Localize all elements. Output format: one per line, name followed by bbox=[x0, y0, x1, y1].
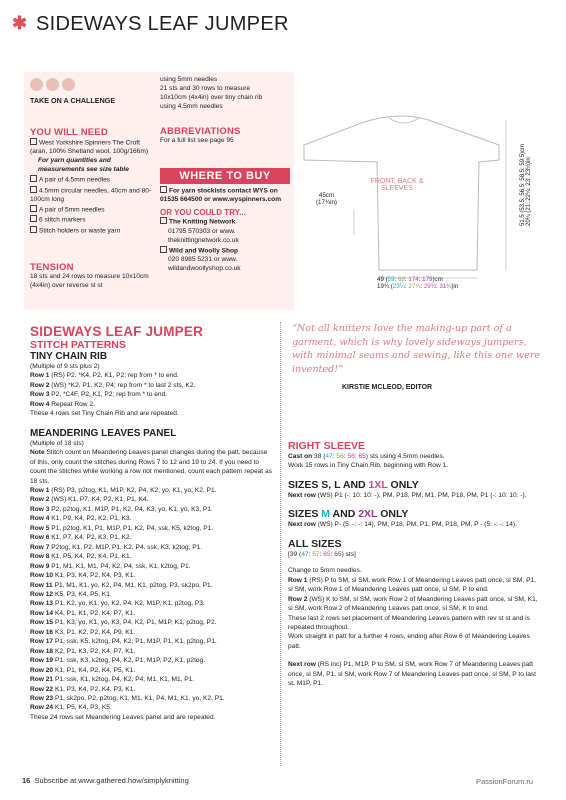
right-sleeve: RIGHT SLEEVE Cast on 38 (47: 56: 56: 65) sts using 4.5mm needles. Work 15 rows in Tiny Chain Rib, beginning with Row 1. SIZES S, L AND 1XL ONLY Next row (WS) P1 (-: 10: 10: -), PM, P18, PM, M1, PM, P18, PM, P1 (-: 10: 10: -). SIZES M AND 2XL ONLY Next row (WS) P- (5: -: -: 14), PM, P18, PM, P1, PM, P18, PM, P - (5: -: -: 14). ALL SIZES [39 (47: 57: 65: 65) sts] Change to 5mm needles. Row 1 (RS) P to SM, sl SM, work Row 1 of Meandering Leaves patt once, sl SM, P1, sl SM, work Row 1 of Meandering Leaves patt once, sl SM, P to end. Row 2 (WS) K to SM, sl SM, work Row 2 of Meandering Leaves patt once, sl SM, K1, sl SM, work Row 2 of Meandering Leaves patt once, sl SM, K to end. These last 2 rows set placement of Meandering Leaves pattern with rev st st and is repeated throughout. Work straight in patt for a further 4 rows, ending after Row 6 of Meandering Leaves patt. Next row (RS inc) P1, M1P, P to SM, sl SM, work Row 7 of Meandering Leaves patt once, sl SM, P1, sl SM, work Row 7 of Meandering Leaves patt once, sl SM, P to last st, M1P, P1. bbox=[288, 440, 538, 688]
list-item: Row 3 P2, *C4F, P2, K1, P2; rep from * to end. bbox=[30, 391, 168, 399]
checkbox-icon bbox=[30, 175, 37, 182]
abbreviations: ABBREVIATIONS For a full list see page 95 bbox=[160, 126, 241, 144]
checkbox-icon bbox=[30, 186, 37, 193]
checkbox-icon bbox=[30, 138, 37, 145]
page-title: SIDEWAYS LEAF JUMPER bbox=[36, 13, 289, 35]
schematic-side: 45cm (17¾in) bbox=[316, 192, 337, 206]
pattern-row: Row 6 K1, P7, K4, P2, K3, P1, K2. bbox=[30, 534, 132, 542]
checkbox-icon bbox=[30, 205, 37, 212]
pattern-row: Row 16 K3, P1, K2, P2, K4, P9, K1. bbox=[30, 628, 136, 636]
list-item: Stitch holders or waste yarn bbox=[30, 226, 156, 236]
pattern-row: Row 7 P2tog, K1, P2, M1P, P1, K2, P4, ssk, K3, k2tog, P1. bbox=[30, 543, 203, 551]
pattern-row: Row 2 (WS) K1, P7, K4, P2, K1, P1, K4. bbox=[30, 496, 149, 504]
where-to-buy: WHERE TO BUY For yarn stockists contact WYS on 01535 664500 or www.wyspinners.com OR YOU COULD TRY... The Knitting Network 01795 570303 or www. theknittingnetwork.co.uk Wild and Woolly Shop 020 8985 5231 or www. wildandwoollyshop.co.uk bbox=[160, 168, 290, 274]
schematic-bottom: 49 (59: 69: 174: 179)cm 19¾ (23¼: 27¼: 29¾: 31¼)in bbox=[377, 276, 459, 290]
watermark: PassionForum.ru bbox=[476, 777, 534, 786]
list-item: Row 4 Repeat Row 2. bbox=[30, 400, 95, 408]
ball-icon bbox=[30, 78, 43, 91]
needles-info: using 5mm needles 21 sts and 30 rows to measure 10x10cm (4x4in) over tiny chain rib using 4.5mm needles bbox=[160, 76, 263, 110]
checkbox-icon bbox=[160, 186, 167, 193]
pattern-row: Row 23 P1, sk2po, P2, p2tog, K1, M1, K1, P4, M1, K1, yo, K2, P1. bbox=[30, 694, 225, 702]
checkbox-icon bbox=[30, 215, 37, 222]
schematic-label: FRONT, BACK & SLEEVES bbox=[370, 178, 424, 192]
pattern-row: Row 13 P1, K2, yo, K1, yo, K2, P4, K2, M1P, K1, p2tog, P3. bbox=[30, 600, 205, 608]
list-item: Row 1 (RS) P2. *K4, P2, K1, P2; rep from * to end. bbox=[30, 372, 179, 380]
quote-author: KIRSTIE MCLEOD, EDITOR bbox=[342, 384, 433, 391]
checkbox-icon bbox=[160, 246, 167, 253]
pattern-row: Row 11 P1, M1, K1, yo, K2, P4, M1, K1, p2tog, P3, sk2po, P1. bbox=[30, 581, 213, 589]
pattern-row: Row 10 K1, P3, K4, P2, K4, P3, K1. bbox=[30, 572, 136, 580]
pattern-row: Row 19 P1, ssk, K3, k2tog, P4, K2, P1, M1P, P2, K1, p2tog. bbox=[30, 657, 206, 665]
pattern-row: Row 1 (RS) P3, p2tog, K1, M1P, K2, P4, K2, yo, K1, yo, K2, P1. bbox=[30, 486, 217, 494]
stitch-patterns: SIDEWAYS LEAF JUMPER STITCH PATTERNS TINY CHAIN RIB (Multiple of 9 sts plus 2) Row 1 (RS) P2. *K4, P2, K1, P2; rep from * to end. Row 2 (WS) *K2, P1, K2, P4; rep from * to last 2 sts, K2. Row 3 P2, *C4F, P2, K1, P2; rep from * to end. Row 4 Repeat Row 2. These 4 rows set Tiny Chain Rib and are repeated. MEANDERING LEAVES PANEL (Multiple of 18 sts) Note Stitch count on Meandering Leaves panel changes during the patt, because of this, only count the stitches during Rows 7 to 12 and 19 to 24. If you need to count the stitches while working a row not mentioned, count each pattern repeat as 18 sts. Row 1 (RS) P3, p2tog, K1, M1P, K2, P4, K2, yo, K1, yo, K2, P1. Row 2 (WS) K1, P7, K4, P2, K1, P1, K4. Row 3 P2, p2tog, K1, M1P, P1, K2, P4, K3, yo, K1, yo, K3, P1. Row 4 K1, P9, K4, P2, K2, P1, K3. Row 5 P1, p2tog, K1, P1, M1P, P1, K2, P4, ssk, K5, k2tog, P1. Row 6 K1, P7, K4, P2, K3, P1, K2. Row 7 P2tog, K1, P2, M1P, P1, K2, P4, ssk, K3, k2tog, P1. Row 8 K1, P5, K4, P2, K4, P1, K1. Row 9 P1, M1, K1, M1, P4, K2, P4, ssk, K1, k2tog, P1. Row 10 K1, P3, K4, P2, K4, P3, K1. Row 11 P1, M1, K1, yo, K2, P4, M1, K1, p2tog, P3, sk2po, P1. Row 12 K5, P3, K4, P5, K1. Row 13 P1, K2, yo, K1, yo, K2, P4, K2, M1P, K1, p2tog, P3. Row 14 K4, P1, K1, P2, K4, P7, K1. Row 15 P1, K3, yo, K1, yo, K3, P4, K2, P1, M1P, K1, p2tog, P2. Row 16 K3, P1, K2, P2, K4, P9, K1. Row 17 P1, ssk, K5, k2tog, P4, K2, P1, M1P, P1, K1, p2tog, P1. Row 18 K2, P1, K3, P2, K4, P7, K1. Row 19 P1, ssk, K3, k2tog, P4, K2, P1, M1P, P2, K1, p2tog. Row 20 K1, P1, K4, P2, K4, P5, K1. Row 21 P1, ssk, K1, k2tog, P4, K2, P4, M1, K1, M1, P1. Row 22 K1, P3, K4, P2, K4, P3, K1. Row 23 P1, sk2po, P2, p2tog, K1, M1, K1, P4, M1, K1, yo, K2, P1. Row 24 K1, P5, K4, P3, K5. These 24 rows set Meandering Leaves panel and are repeated. bbox=[30, 324, 274, 722]
list-item: A pair of 5mm needles bbox=[30, 205, 156, 215]
footer: 16 Subscribe at www.gathered.how/simplyknitting bbox=[22, 776, 189, 785]
pattern-row: Row 9 P1, M1, K1, M1, P4, K2, P4, ssk, K1, k2tog, P1. bbox=[30, 562, 191, 570]
pattern-row: Row 21 P1, ssk, K1, k2tog, P4, K2, P4, M1, K1, M1, P1. bbox=[30, 676, 195, 684]
pattern-row: Row 18 K2, P1, K3, P2, K4, P7, K1. bbox=[30, 647, 136, 655]
you-will-need: YOU WILL NEED West Yorkshire Spinners The Croft (aran, 100% Shetland wool, 100g/166m) For yarn quantities and measurements see size table A pair of 4.5mm needles 4.5mm circular needles, 40cm and 80-100cm long A pair of 5mm needles 6 stitch markers Stitch holders or waste yarn bbox=[30, 127, 156, 236]
list-item: 4.5mm circular needles, 40cm and 80-100cm long bbox=[30, 187, 152, 203]
ball-icon bbox=[62, 78, 75, 91]
pattern-row: Row 20 K1, P1, K4, P2, K4, P5, K1. bbox=[30, 666, 136, 674]
pattern-row: Row 3 P2, p2tog, K1, M1P, P1, K2, P4, K3, yo, K1, yo, K3, P1. bbox=[30, 505, 213, 513]
list-item: West Yorkshire Spinners The Croft (aran, 100% Shetland wool, 100g/166m) bbox=[30, 139, 149, 156]
ball-icon bbox=[46, 78, 59, 91]
pattern-row: Row 4 K1, P9, K4, P2, K2, P1, K3. bbox=[30, 515, 132, 523]
pattern-row: Row 14 K4, P1, K1, P2, K4, P7, K1. bbox=[30, 609, 136, 617]
checkbox-icon bbox=[30, 226, 37, 233]
pattern-row: Row 12 K5, P3, K4, P5, K1. bbox=[30, 590, 112, 598]
list-item: Row 2 (WS) *K2, P1, K2, P4; rep from * to last 2 sts, K2. bbox=[30, 381, 196, 389]
pattern-row: Row 22 K1, P3, K4, P2, K4, P3, K1. bbox=[30, 685, 136, 693]
editor-quote: “Not all knitters love the making-up part of a garment, which is why lovely sideways jumpers, with minimal seams and sewing, like this one were invented!” bbox=[292, 323, 541, 375]
list-item: 6 stitch markers bbox=[30, 215, 156, 225]
schematic-height: 51.5 (53.5: 56.5: 58.5: 59.5)cm 20¼ (21: 22¼: 23: 23½)in bbox=[520, 143, 532, 226]
list-item: A pair of 4.5mm needles bbox=[30, 175, 156, 185]
pattern-row: Row 5 P1, p2tog, K1, P1, M1P, P1, K2, P4, ssk, K5, k2tog, P1. bbox=[30, 524, 214, 532]
pattern-row: Row 24 K1, P5, K4, P3, K5. bbox=[30, 704, 112, 712]
difficulty-balls bbox=[30, 78, 78, 96]
pattern-row: Row 15 P1, K3, yo, K1, yo, K3, P4, K2, P1, M1P, K1, p2tog, P2. bbox=[30, 619, 217, 627]
star-icon: ✱ bbox=[12, 13, 28, 33]
column-divider bbox=[280, 322, 281, 766]
pattern-row: Row 17 P1, ssk, K5, k2tog, P4, K2, P1, M1P, P1, K1, p2tog, P1. bbox=[30, 638, 217, 646]
pattern-row: Row 8 K1, P5, K4, P2, K4, P1, K1. bbox=[30, 553, 132, 561]
checkbox-icon bbox=[160, 217, 167, 224]
tension: TENSION 18 sts and 24 rows to measure 10x10cm (4x4in) over reverse st st bbox=[30, 262, 149, 289]
challenge-label: TAKE ON A CHALLENGE bbox=[30, 96, 116, 105]
